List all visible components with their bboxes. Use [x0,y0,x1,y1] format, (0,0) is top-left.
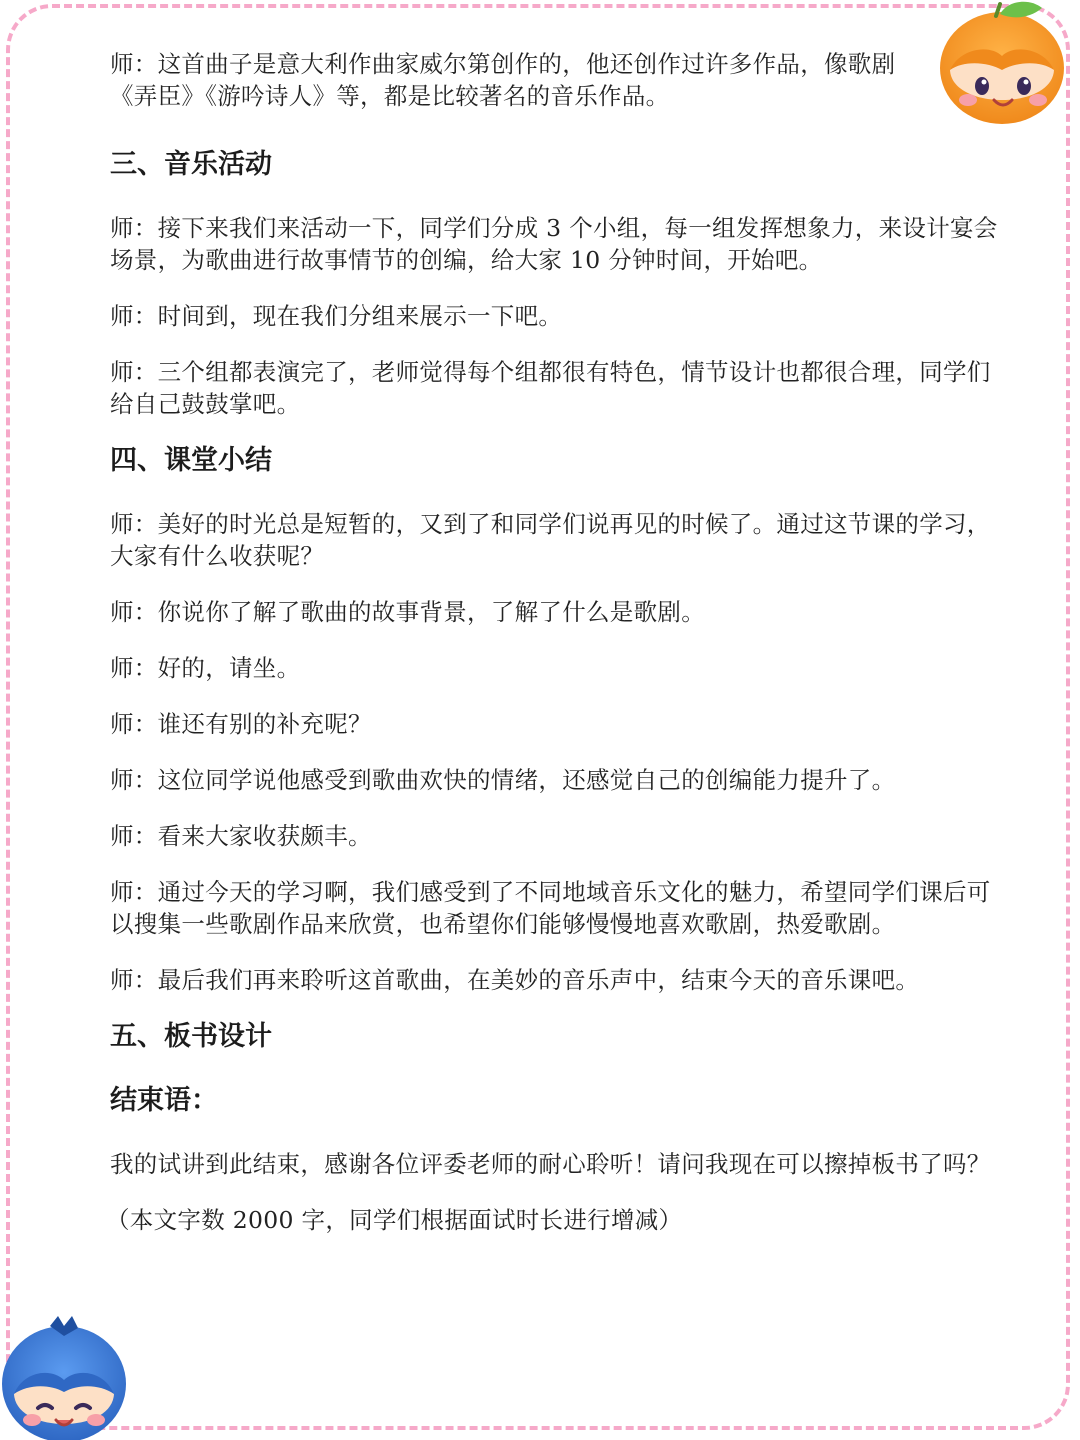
section-4-paragraph-5: 师：这位同学说他感受到歌曲欢快的情绪，还感觉自己的创编能力提升了。 [110,766,896,794]
closing-heading: 结束语： [110,1085,218,1116]
section-4-heading: 四、课堂小结 [110,445,272,476]
section-3-heading: 三、音乐活动 [110,149,272,180]
blueberry-character-icon [0,1312,132,1440]
section-4-paragraph-1: 师：美好的时光总是短暂的，又到了和同学们说再见的时候了。通过这节课的学习，大家有什么收获呢？ [110,510,991,570]
section-4-paragraph-2: 师：你说你了解了歌曲的故事背景，了解了什么是歌剧。 [110,598,705,626]
section-4-paragraph-7: 师：通过今天的学习啊，我们感受到了不同地域音乐文化的魅力，希望同学们课后可以搜集一些歌剧作品来欣赏，也希望你们能够慢慢地喜欢歌剧，热爱歌剧。 [110,878,991,938]
document-body [106,48,1000,1260]
intro-paragraph: 师：这首曲子是意大利作曲家威尔第创作的，他还创作过许多作品，像歌剧《弄臣》《游吟诗人》等，都是比较著名的音乐作品。 [110,50,896,110]
section-3-paragraph-2: 师：时间到，现在我们分组来展示一下吧。 [110,302,563,330]
section-3-paragraph-1: 师：接下来我们来活动一下，同学们分成 3 个小组，每一组发挥想象力，来设计宴会场景，为歌曲进行故事情节的创编，给大家 10 分钟时间，开始吧。 [110,214,998,274]
orange-character-icon [930,0,1070,130]
section-3-paragraph-3: 师：三个组都表演完了，老师觉得每个组都很有特色，情节设计也都很合理，同学们给自己鼓鼓掌吧。 [110,358,991,418]
closing-paragraph: 我的试讲到此结束，感谢各位评委老师的耐心聆听！请问我现在可以擦掉板书了吗？ [110,1150,991,1178]
section-4-paragraph-6: 师：看来大家收获颇丰。 [110,822,372,850]
section-4-paragraph-3: 师：好的，请坐。 [110,654,301,682]
word-count-note: （本文字数 2000 字，同学们根据面试时长进行增减） [106,1206,683,1234]
section-4-paragraph-4: 师：谁还有别的补充呢？ [110,710,372,738]
section-4-paragraph-8: 师：最后我们再来聆听这首歌曲，在美妙的音乐声中，结束今天的音乐课吧。 [110,966,920,994]
section-5-heading: 五、板书设计 [110,1021,272,1052]
